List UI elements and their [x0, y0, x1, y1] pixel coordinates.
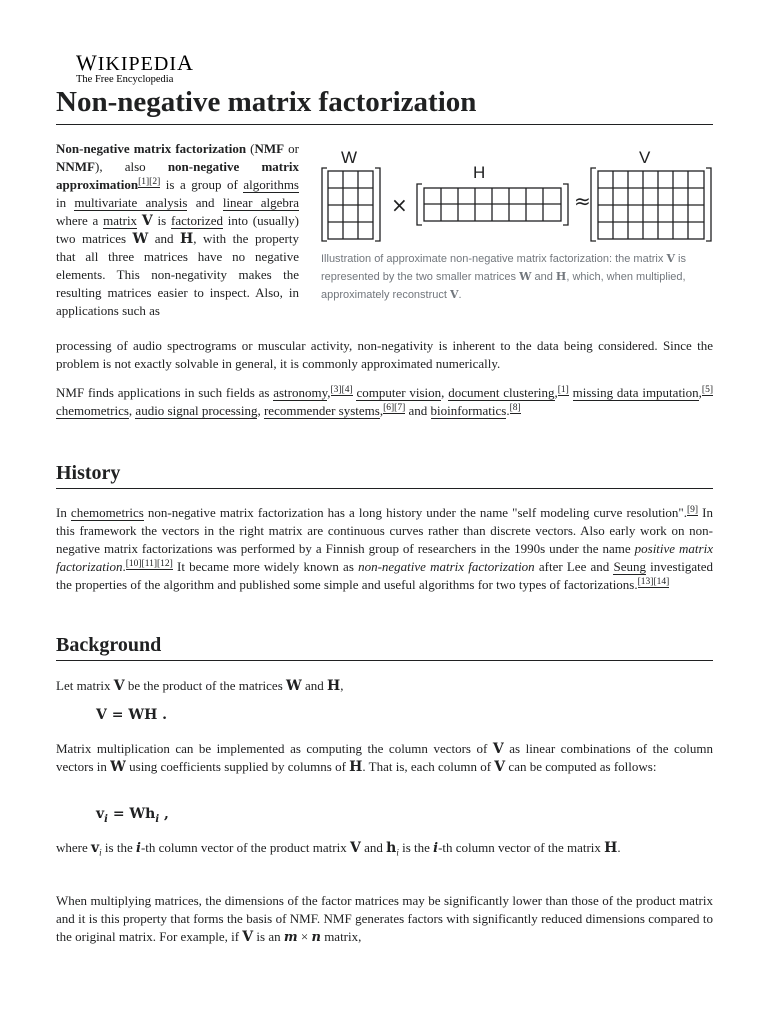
matrix-v	[591, 168, 711, 241]
matrix-w	[322, 168, 380, 241]
citation-link[interactable]: [5]	[701, 384, 713, 395]
history-paragraph: In chemometrics non-negative matrix factorization has a long history under the name "self modeling curve resolution".[9] In this framework the vectors in the right matrix are continuous curves rather than discrete vectors. Also early work on non-negative matrix factorizations was performed by a Finnish group of researchers in the 1990s under the name positive matrix factorization.[10][11][12] It became more widely known as non-negative matrix factorization after Lee and Seung investigated the properties of the algorithm and published some simple and useful algorithms for two types of factorizations.[13][14]	[56, 504, 713, 592]
citation-link[interactable]: [10][11][12]	[125, 558, 173, 569]
link-missing-data-imputation[interactable]: missing data imputation	[572, 385, 699, 400]
approx-symbol: ≈	[574, 189, 591, 213]
page-title: Non-negative matrix factorization	[56, 82, 713, 125]
wikipedia-logo[interactable]	[76, 50, 194, 85]
link-computer-vision[interactable]: computer vision	[356, 385, 442, 400]
link-multivariate-analysis[interactable]: multivariate analysis	[74, 195, 188, 210]
link-astronomy[interactable]: astronomy	[273, 385, 328, 400]
link-bioinformatics[interactable]: bioinformatics	[430, 403, 507, 418]
citation-link[interactable]: [3][4]	[330, 384, 353, 395]
times-symbol: ×	[391, 193, 408, 217]
background-heading: Background	[56, 631, 713, 661]
label-w: W	[341, 148, 358, 167]
background-paragraph-1: Let matrix V be the product of the matrices W and H,	[56, 678, 344, 694]
link-audio-signal-processing[interactable]: audio signal processing	[135, 403, 258, 418]
link-factorized[interactable]: factorized	[171, 213, 223, 228]
citation-link[interactable]: [1]	[557, 384, 569, 395]
citation-link[interactable]: [13][14]	[637, 576, 670, 587]
link-linear-algebra[interactable]: linear algebra	[222, 195, 299, 210]
link-algorithms[interactable]: algorithms	[243, 177, 299, 192]
link-document-clustering[interactable]: document clustering	[448, 385, 555, 400]
link-recommender-systems[interactable]: recommender systems	[263, 403, 380, 418]
nmf-figure[interactable]	[321, 140, 713, 304]
label-v: V	[639, 148, 651, 167]
link-chemometrics-history[interactable]: chemometrics	[70, 505, 144, 520]
label-h: H	[473, 163, 486, 182]
applications-paragraph: NMF finds applications in such fields as astronomy,[3][4] computer vision, document clustering,[1] missing data imputation,[5] chemometrics, audio signal processing, recommender systems,[6][7] and bioinformatics.[8]	[56, 384, 713, 418]
citation-link[interactable]: [1][2]	[138, 176, 161, 187]
background-paragraph-4: When multiplying matrices, the dimensions of the factor matrices may be significantly lower than those of the product matrix and it is this property that forms the basis of NMF. NMF generates factors with significantly reduced dimensions compared to the original matrix. For example, if V is an m × n matrix,	[56, 893, 713, 945]
citation-link[interactable]: [9]	[687, 504, 699, 515]
lead-paragraph: Non-negative matrix factorization (NMF or NNMF), also non-negative matrix approximation[1][2] is a group of algorithms in multivariate analysis and linear algebra where a matrix V is factorized into (usually) two matrices W and H, with the property that all three matrices have no negative elements. This non-negativity makes the resulting matrices easier to inspect. Also, in applications such as	[56, 141, 299, 318]
wordmark: WIKIPEDIA	[76, 50, 194, 75]
citation-link[interactable]: [8]	[509, 402, 521, 413]
equation-v-wh: V = WH .	[96, 707, 168, 723]
history-heading: History	[56, 459, 713, 489]
tagline: The Free Encyclopedia	[76, 74, 174, 85]
link-seung[interactable]: Seung	[613, 559, 646, 574]
background-paragraph-2: Matrix multiplication can be implemented as computing the column vectors of V as linear combinations of the column vectors in W using coefficients supplied by columns of H. That is, each column of V can be computed as follows:	[56, 741, 713, 775]
background-paragraph-3: where $v_i$ is the i-th column vector of the product matrix V and $h_i$ is the i-th column vector of the matrix H.	[56, 840, 621, 858]
equation-column: $v_i = Wh_i$ ,	[96, 806, 169, 825]
nmf-illustration	[321, 140, 713, 245]
link-chemometrics[interactable]: chemometrics	[56, 403, 129, 418]
lead-paragraph-continued: processing of audio spectrograms or muscular activity, non-negativity is inherent to the data being considered. Since the problem is not exactly solvable in general, it is commonly approximated numerically.	[56, 338, 713, 371]
link-matrix[interactable]: matrix	[103, 213, 138, 228]
figure-caption: Illustration of approximate non-negative matrix factorization: the matrix V is represented by the two smaller matrices W and H, which, when multiplied, approximately reconstruct V.	[321, 252, 686, 301]
matrix-h	[417, 184, 568, 225]
citation-link[interactable]: [6][7]	[383, 402, 406, 413]
